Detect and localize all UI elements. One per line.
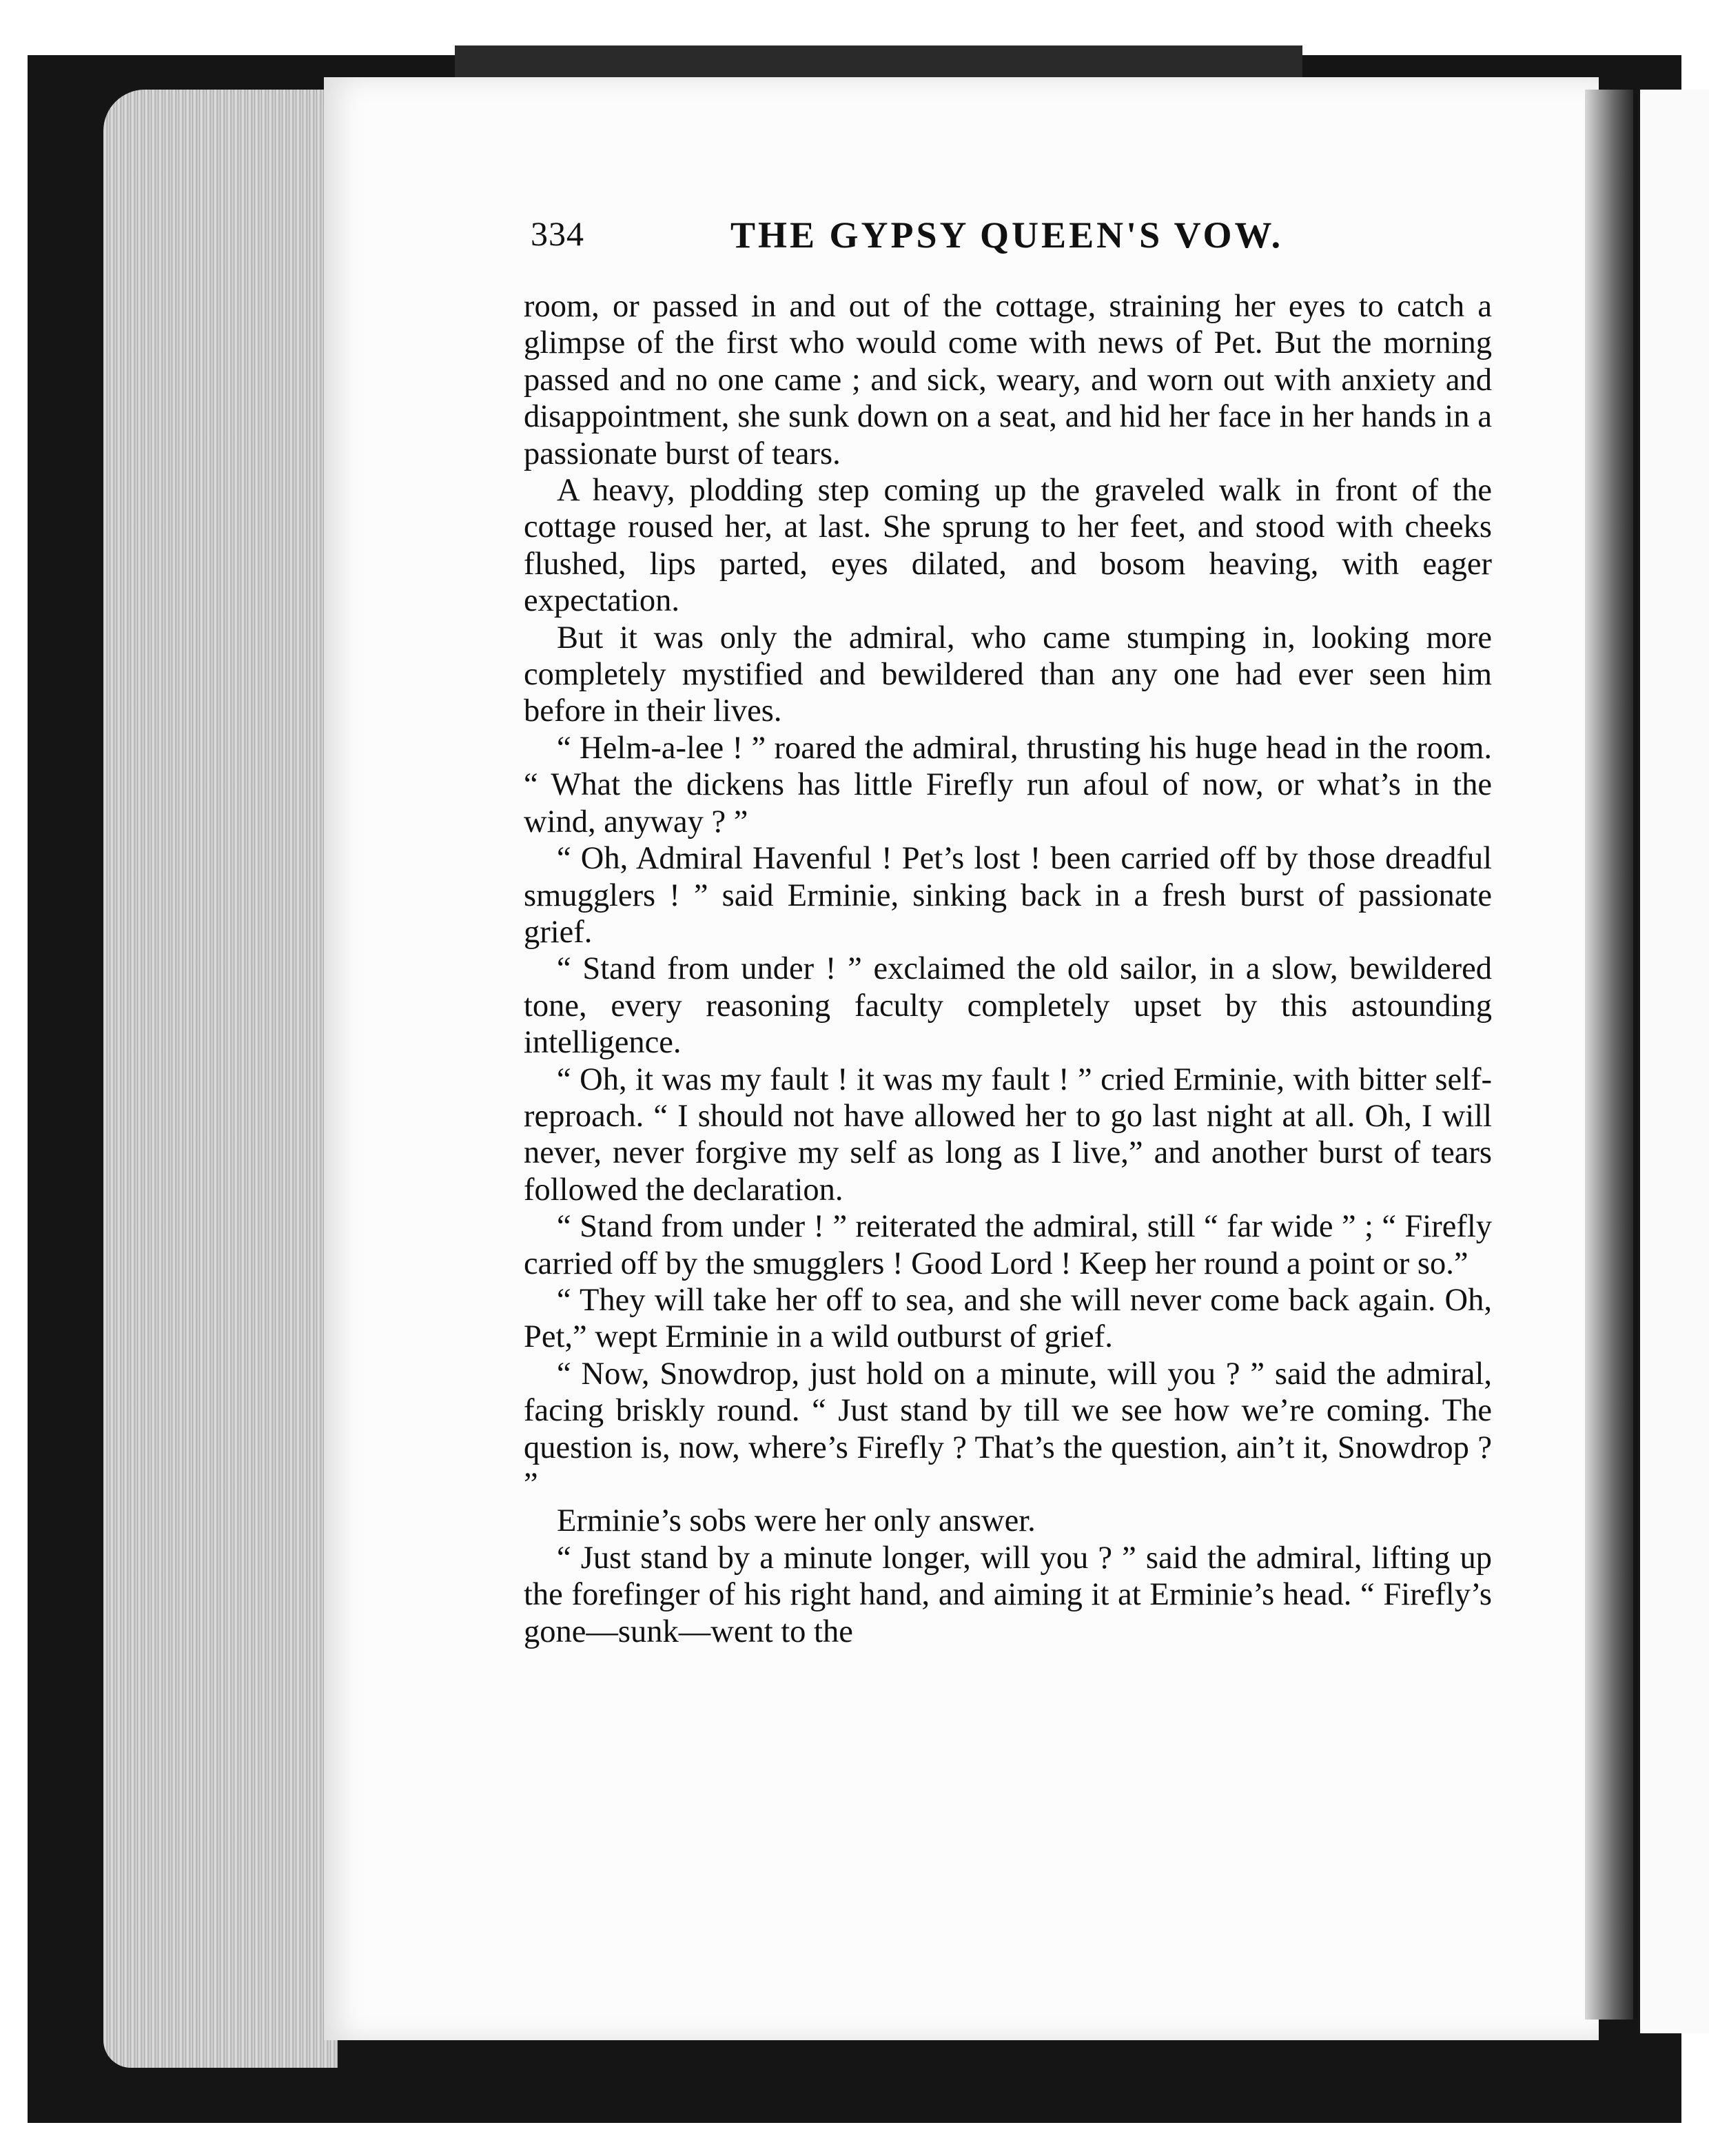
- paragraph: “ Oh, it was my fault ! it was my fault ! ” cried Erminie, with bitter self-reproach. “ I should not have allowed her to go last night at all. Oh, I will never, never forgive my self as long as I live,” and another burst of tears followed the declaration.: [524, 1061, 1492, 1208]
- paragraph: “ Stand from under ! ” exclaimed the old sailor, in a slow, bewildered tone, every reasoning faculty completely upset by this astounding intelligence.: [524, 951, 1492, 1061]
- paragraph: A heavy, plodding step coming up the graveled walk in front of the cottage roused her, at last. She sprung to her feet, and stood with cheeks flushed, lips parted, eyes dilated, and bosom heaving, with eager expectation.: [524, 473, 1492, 619]
- paragraph: room, or passed in and out of the cottage, straining her eyes to catch a glimpse of the first who would come with news of Pet. But the morning passed and no one came ; and sick, weary, and worn out with anxiety and disappointment, she sunk down on a seat, and hid her face in her hands in a passionate burst of tears.: [524, 289, 1492, 471]
- page-edges: [103, 90, 338, 2068]
- running-title: THE GYPSY QUEEN'S VOW.: [730, 214, 1284, 256]
- paragraph: “ Just stand by a minute longer, will you ? ” said the admiral, lifting up the forefinger of his right hand, and aiming it at Erminie’s head. “ Firefly’s gone—sunk—went to the: [524, 1540, 1492, 1649]
- paragraph: “ Helm-a-lee ! ” roared the admiral, thrusting his huge head in the room. “ What the dickens has little Firefly run afoul of now, or what’s in the wind, anyway ? ”: [524, 730, 1492, 840]
- paragraph: Erminie’s sobs were her only answer.: [557, 1503, 1036, 1539]
- facing-page-edge: [1640, 90, 1709, 2033]
- paragraph: “ They will take her off to sea, and she will never come back again. Oh, Pet,” wept Erminie in a wild outburst of grief.: [524, 1282, 1492, 1355]
- paragraph: “ Now, Snowdrop, just hold on a minute, will you ? ” said the admiral, facing briskly round. “ Just stand by till we see how we’re coming. The question is, now, where’s Firefly ? That’s the question, ain’t it, Snowdrop ? ”: [524, 1356, 1492, 1502]
- body-text: [524, 288, 1492, 1650]
- paragraph: “ Stand from under ! ” reiterated the admiral, still “ far wide ” ; “ Firefly carried off by the smugglers ! Good Lord ! Keep her round a point or so.”: [524, 1209, 1492, 1281]
- page-number: 334: [531, 214, 584, 253]
- paragraph: But it was only the admiral, who came stumping in, looking more completely mystified and bewildered than any one had ever seen him before in their lives.: [524, 620, 1492, 729]
- page-gutter: [1585, 90, 1633, 2020]
- page-header: [531, 214, 1302, 269]
- paragraph: “ Oh, Admiral Havenful ! Pet’s lost ! been carried off by those dreadful smugglers ! ” said Erminie, sinking back in a fresh burst of passionate grief.: [524, 841, 1492, 950]
